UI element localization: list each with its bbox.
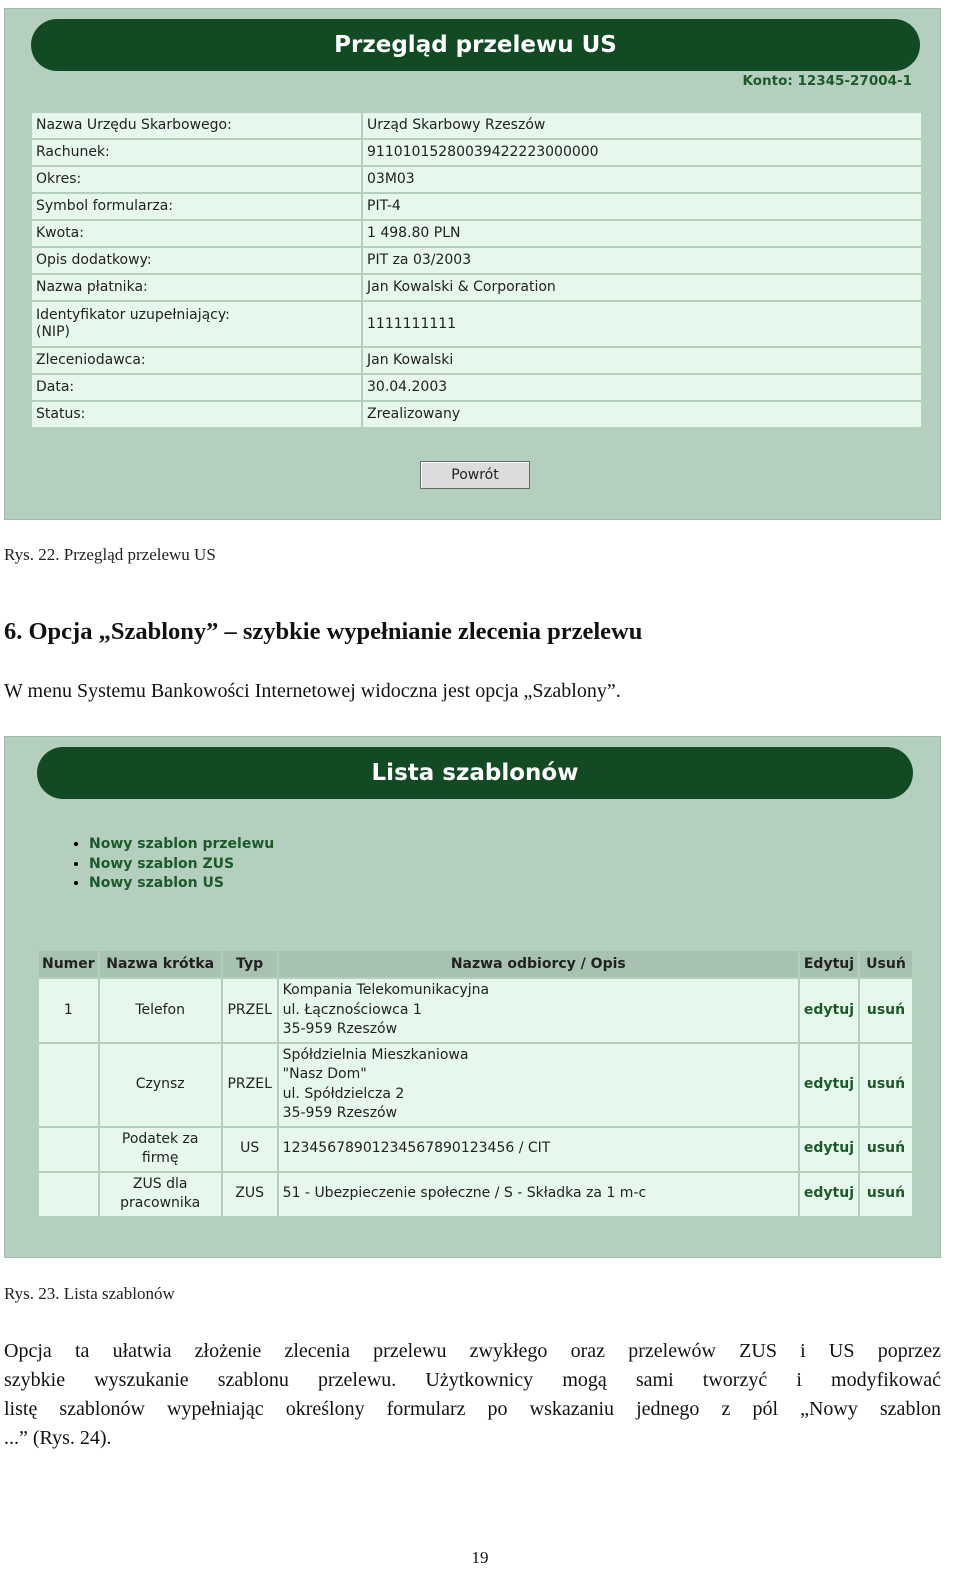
col-header-numer: Numer [39, 951, 98, 977]
col-header-typ: Typ [223, 951, 277, 977]
cell-opis-line: 35-959 Rzeszów [282, 1105, 398, 1121]
cell-opis-line: 51 - Ubezpieczenie społeczne / S - Składka za 1 m-c [282, 1185, 647, 1202]
cell-opis-line: 12345678901234567890123456 / CIT [282, 1140, 551, 1157]
figure-caption: Rys. 22. Przegląd przelewu US [4, 545, 216, 564]
detail-value: PIT-4 [363, 194, 921, 219]
detail-value: Zrealizowany [363, 402, 921, 427]
cell-typ: PRZEL [223, 979, 277, 1042]
cell-numer: 1 [39, 979, 98, 1042]
cell-nazwa-line: pracownika [120, 1195, 201, 1211]
transfer-review-panel [4, 8, 941, 520]
col-header-usun: Usuń [860, 951, 912, 977]
detail-label: Data: [32, 375, 363, 400]
link-new-transfer-template[interactable]: • Nowy szablon przelewu [89, 835, 274, 855]
body-line: ...” (Rys. 24). [4, 1427, 112, 1449]
table-row [39, 1128, 912, 1171]
table-row [39, 1173, 912, 1216]
table-row [39, 979, 912, 1042]
detail-value: Jan Kowalski [363, 348, 921, 373]
detail-label: Nazwa Urzędu Skarbowego: [32, 113, 363, 138]
panel-title: Lista szablonów [37, 747, 913, 799]
detail-row [32, 140, 921, 165]
delete-link[interactable]: usuń [860, 1044, 912, 1126]
cell-opis [279, 1044, 798, 1126]
cell-opis [279, 979, 798, 1042]
cell-opis-line: 35-959 Rzeszów [282, 1021, 398, 1037]
intro-paragraph: W menu Systemu Bankowości Internetowej widoczna jest opcja „Szablony”. [4, 680, 621, 702]
detail-value: 03M03 [363, 167, 921, 192]
cell-typ: US [223, 1128, 277, 1171]
page-number: 19 [471, 1548, 489, 1567]
col-header-edytuj: Edytuj [800, 951, 858, 977]
detail-row [32, 221, 921, 246]
detail-label: Zleceniodawca: [32, 348, 363, 373]
figure-caption: Rys. 23. Lista szablonów [4, 1284, 175, 1303]
cell-nazwa-line: Czynsz [135, 1075, 185, 1092]
cell-numer [39, 1044, 98, 1126]
detail-row [32, 402, 921, 427]
detail-row [32, 348, 921, 373]
cell-opis-line: Spółdzielnia Mieszkaniowa [282, 1046, 469, 1063]
cell-nazwa-line: Telefon [135, 1001, 185, 1018]
detail-value: 1 498.80 PLN [363, 221, 921, 246]
detail-value: PIT za 03/2003 [363, 248, 921, 273]
delete-link[interactable]: usuń [860, 979, 912, 1042]
detail-label: Rachunek: [32, 140, 363, 165]
col-header-opis: Nazwa odbiorcy / Opis [279, 951, 798, 977]
detail-value: 91101015280039422223000000 [363, 140, 921, 165]
body-paragraph [4, 1337, 941, 1453]
detail-row [32, 375, 921, 400]
detail-label: Okres: [32, 167, 363, 192]
cell-opis-line: ul. Spółdzielcza 2 [282, 1085, 405, 1102]
delete-link[interactable]: usuń [860, 1128, 912, 1171]
table-row [39, 1044, 912, 1126]
templates-table [37, 949, 914, 1218]
edit-link[interactable]: edytuj [800, 1044, 858, 1126]
link-new-us-template[interactable]: • Nowy szablon US [89, 874, 274, 894]
cell-nazwa [100, 1173, 221, 1216]
detail-row [32, 194, 921, 219]
cell-nazwa [100, 979, 221, 1042]
new-template-links [69, 835, 274, 894]
detail-row [32, 167, 921, 192]
detail-value: 30.04.2003 [363, 375, 921, 400]
cell-opis [279, 1173, 798, 1216]
cell-nazwa-line: Podatek za [121, 1130, 199, 1147]
panel-title: Przegląd przelewu US [31, 19, 920, 71]
detail-row [32, 113, 921, 138]
detail-label: Symbol formularza: [32, 194, 363, 219]
transfer-details-table [32, 111, 921, 429]
table-header-row [39, 951, 912, 977]
cell-numer [39, 1128, 98, 1171]
detail-label-line: Identyfikator uzupełniający: [36, 307, 230, 323]
cell-opis [279, 1128, 798, 1171]
account-number: Konto: 12345-27004-1 [742, 73, 912, 89]
detail-label-line: (NIP) [36, 324, 70, 340]
cell-opis-line: "Nasz Dom" [282, 1066, 367, 1082]
cell-opis-line: Kompania Telekomunikacyjna [282, 982, 490, 998]
section-heading: 6. Opcja „Szablony” – szybkie wypełnianie zlecenia przelewu [4, 618, 643, 645]
detail-value: Urząd Skarbowy Rzeszów [363, 113, 921, 138]
edit-link[interactable]: edytuj [800, 1128, 858, 1171]
back-button[interactable]: Powrót [420, 461, 530, 489]
cell-nazwa [100, 1128, 221, 1171]
cell-opis-line: ul. Łącznościowca 1 [282, 1001, 422, 1018]
detail-row [32, 248, 921, 273]
cell-numer [39, 1173, 98, 1216]
detail-label [32, 302, 363, 346]
detail-label: Opis dodatkowy: [32, 248, 363, 273]
detail-row [32, 302, 921, 346]
col-header-nazwa: Nazwa krótka [100, 951, 221, 977]
cell-typ: ZUS [223, 1173, 277, 1216]
detail-label: Kwota: [32, 221, 363, 246]
edit-link[interactable]: edytuj [800, 979, 858, 1042]
detail-value: Jan Kowalski & Corporation [363, 275, 921, 300]
detail-value: 1111111111 [363, 302, 921, 346]
delete-link[interactable]: usuń [860, 1173, 912, 1216]
cell-nazwa-line: firmę [141, 1150, 179, 1166]
body-line: Opcja ta ułatwia złożenie zlecenia przelewu zwykłego oraz przelewów ZUS i US poprzez [4, 1340, 941, 1362]
detail-label: Nazwa płatnika: [32, 275, 363, 300]
detail-label: Status: [32, 402, 363, 427]
body-line: szybkie wyszukanie szablonu przelewu. Użytkownicy mogą sami tworzyć i modyfikować [4, 1369, 941, 1391]
templates-list-panel [4, 736, 941, 1258]
edit-link[interactable]: edytuj [800, 1173, 858, 1216]
detail-row [32, 275, 921, 300]
cell-typ: PRZEL [223, 1044, 277, 1126]
link-new-zus-template[interactable]: • Nowy szablon ZUS [89, 855, 274, 875]
cell-nazwa [100, 1044, 221, 1126]
body-line: listę szablonów wypełniając określony formularz po wskazaniu jednego z pól „Nowy szablon [4, 1398, 941, 1420]
cell-nazwa-line: ZUS dla [132, 1175, 188, 1192]
